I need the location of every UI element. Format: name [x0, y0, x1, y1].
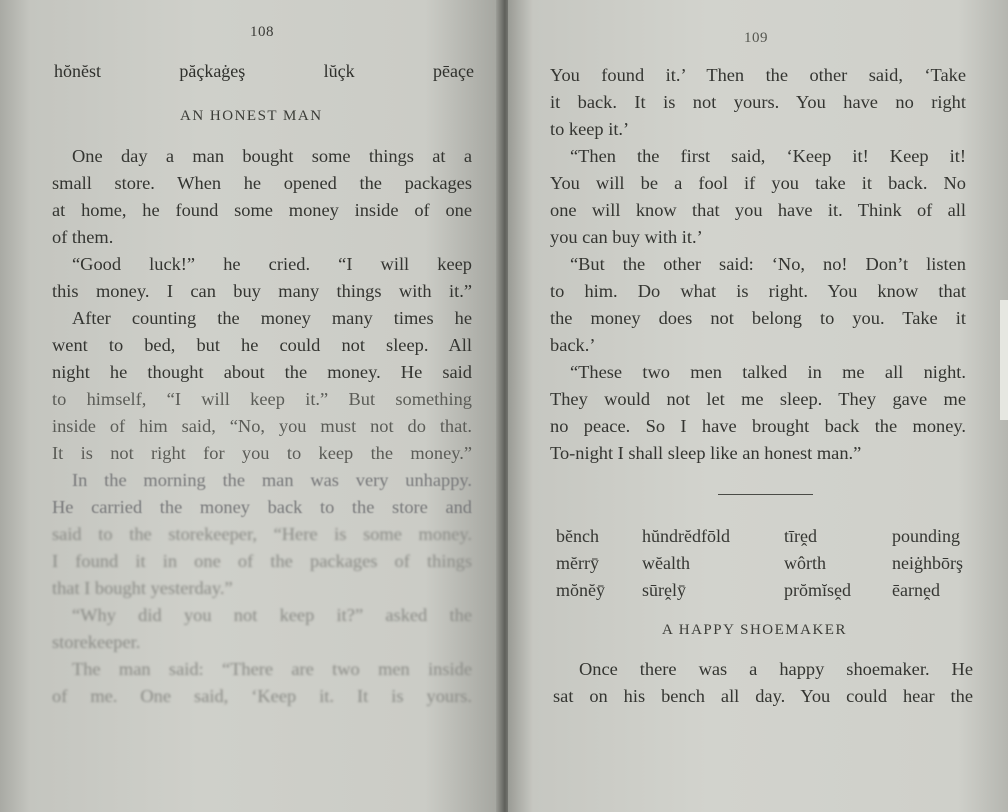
text-line: that I bought yesterday.” [52, 578, 233, 598]
text-line: this money. I can buy many things with it.” [52, 281, 472, 301]
text-line: After counting the money many times he [72, 308, 472, 328]
pronunciation-word: wôrth [784, 553, 826, 573]
text-line: In the morning the man was very unhappy. [72, 470, 472, 490]
text-line: You will be a fool if you take it back. No [550, 173, 966, 193]
pronunciation-word-row [54, 61, 474, 82]
pronunciation-word: prŏmĭsḙd [784, 580, 851, 600]
text-line: at home, he found some money inside of one [52, 200, 472, 220]
text-line: Once there was a happy shoemaker. He [579, 659, 973, 679]
text-line: of them. [52, 227, 114, 247]
pronunciation-word: mŏnĕȳ [556, 580, 605, 600]
left-page [0, 0, 500, 812]
pronunciation-word-grid [556, 524, 976, 603]
pronunciation-word: sūrḙlȳ [642, 580, 686, 600]
page-number: 109 [744, 30, 768, 46]
text-line: it back. It is not yours. You have no right [550, 92, 966, 112]
pronunciation-word: hŏnĕst [54, 61, 101, 81]
text-line: went to bed, but he could not sleep. All [52, 335, 472, 355]
story-title: A HAPPY SHOEMAKER [662, 622, 847, 638]
pronunciation-word: wĕalth [642, 553, 690, 573]
text-line: of me. One said, ‘Keep it. It is yours. [52, 686, 472, 706]
pronunciation-word: păçkaġeş [179, 61, 246, 81]
text-line: no peace. So I have brought back the money. [550, 416, 966, 436]
text-line: storekeeper. [52, 632, 141, 652]
pronunciation-word: tīrḙd [784, 526, 817, 546]
text-line: “But the other said: ‘No, no! Don’t listen [570, 254, 966, 274]
text-line: You found it.’ Then the other said, ‘Take [550, 65, 966, 85]
text-line: “These two men talked in me all night. [570, 362, 966, 382]
pronunciation-word: ēarnḙd [892, 580, 940, 600]
pronunciation-word: pounding [892, 526, 961, 546]
page-edge [1000, 300, 1008, 420]
text-line: the money does not belong to you. Take it [550, 308, 966, 328]
text-line: one will know that you have it. Think of all [550, 200, 966, 220]
text-line: inside of him said, “No, you must not do that. [52, 416, 472, 436]
pronunciation-word: lŭçk [323, 61, 355, 81]
text-line: The man said: “There are two men inside [72, 659, 472, 679]
text-line: to keep it.’ [550, 119, 630, 139]
pronunciation-word: hŭndrĕdfōld [642, 526, 730, 546]
text-line: I found it in one of the packages of things [52, 551, 472, 571]
story-text [52, 143, 472, 710]
text-line: to himself, “I will keep it.” But something [52, 389, 472, 409]
text-line: you can buy with it.’ [550, 227, 703, 247]
text-line: “Good luck!” he cried. “I will keep [72, 254, 472, 274]
text-line: to him. Do what is right. You know that [550, 281, 966, 301]
story-text [550, 62, 966, 467]
text-line: “Then the first said, ‘Keep it! Keep it! [570, 146, 966, 166]
pronunciation-word: bĕnch [556, 526, 599, 546]
text-line: sat on his bench all day. You could hear the [553, 686, 973, 706]
text-line: small store. When he opened the packages [52, 173, 472, 193]
text-line: back.’ [550, 335, 596, 355]
pronunciation-word: neiġhbōrş [892, 553, 963, 573]
text-line: night he thought about the money. He said [52, 362, 472, 382]
pronunciation-word: pēaçe [433, 61, 474, 81]
story-title: AN HONEST MAN [180, 108, 323, 124]
section-divider [718, 494, 813, 495]
text-line: They would not let me sleep. They gave me [550, 389, 966, 409]
page-number: 108 [250, 24, 274, 40]
text-line: said to the storekeeper, “Here is some money. [52, 524, 472, 544]
text-line: He carried the money back to the store and [52, 497, 472, 517]
text-line: To-night I shall sleep like an honest man.” [550, 443, 862, 463]
text-line: One day a man bought some things at a [72, 146, 472, 166]
story-text [553, 656, 973, 710]
text-line: “Why did you not keep it?” asked the [72, 605, 472, 625]
pronunciation-word: mĕrrȳ [556, 553, 599, 573]
text-line: It is not right for you to keep the money.” [52, 443, 472, 463]
